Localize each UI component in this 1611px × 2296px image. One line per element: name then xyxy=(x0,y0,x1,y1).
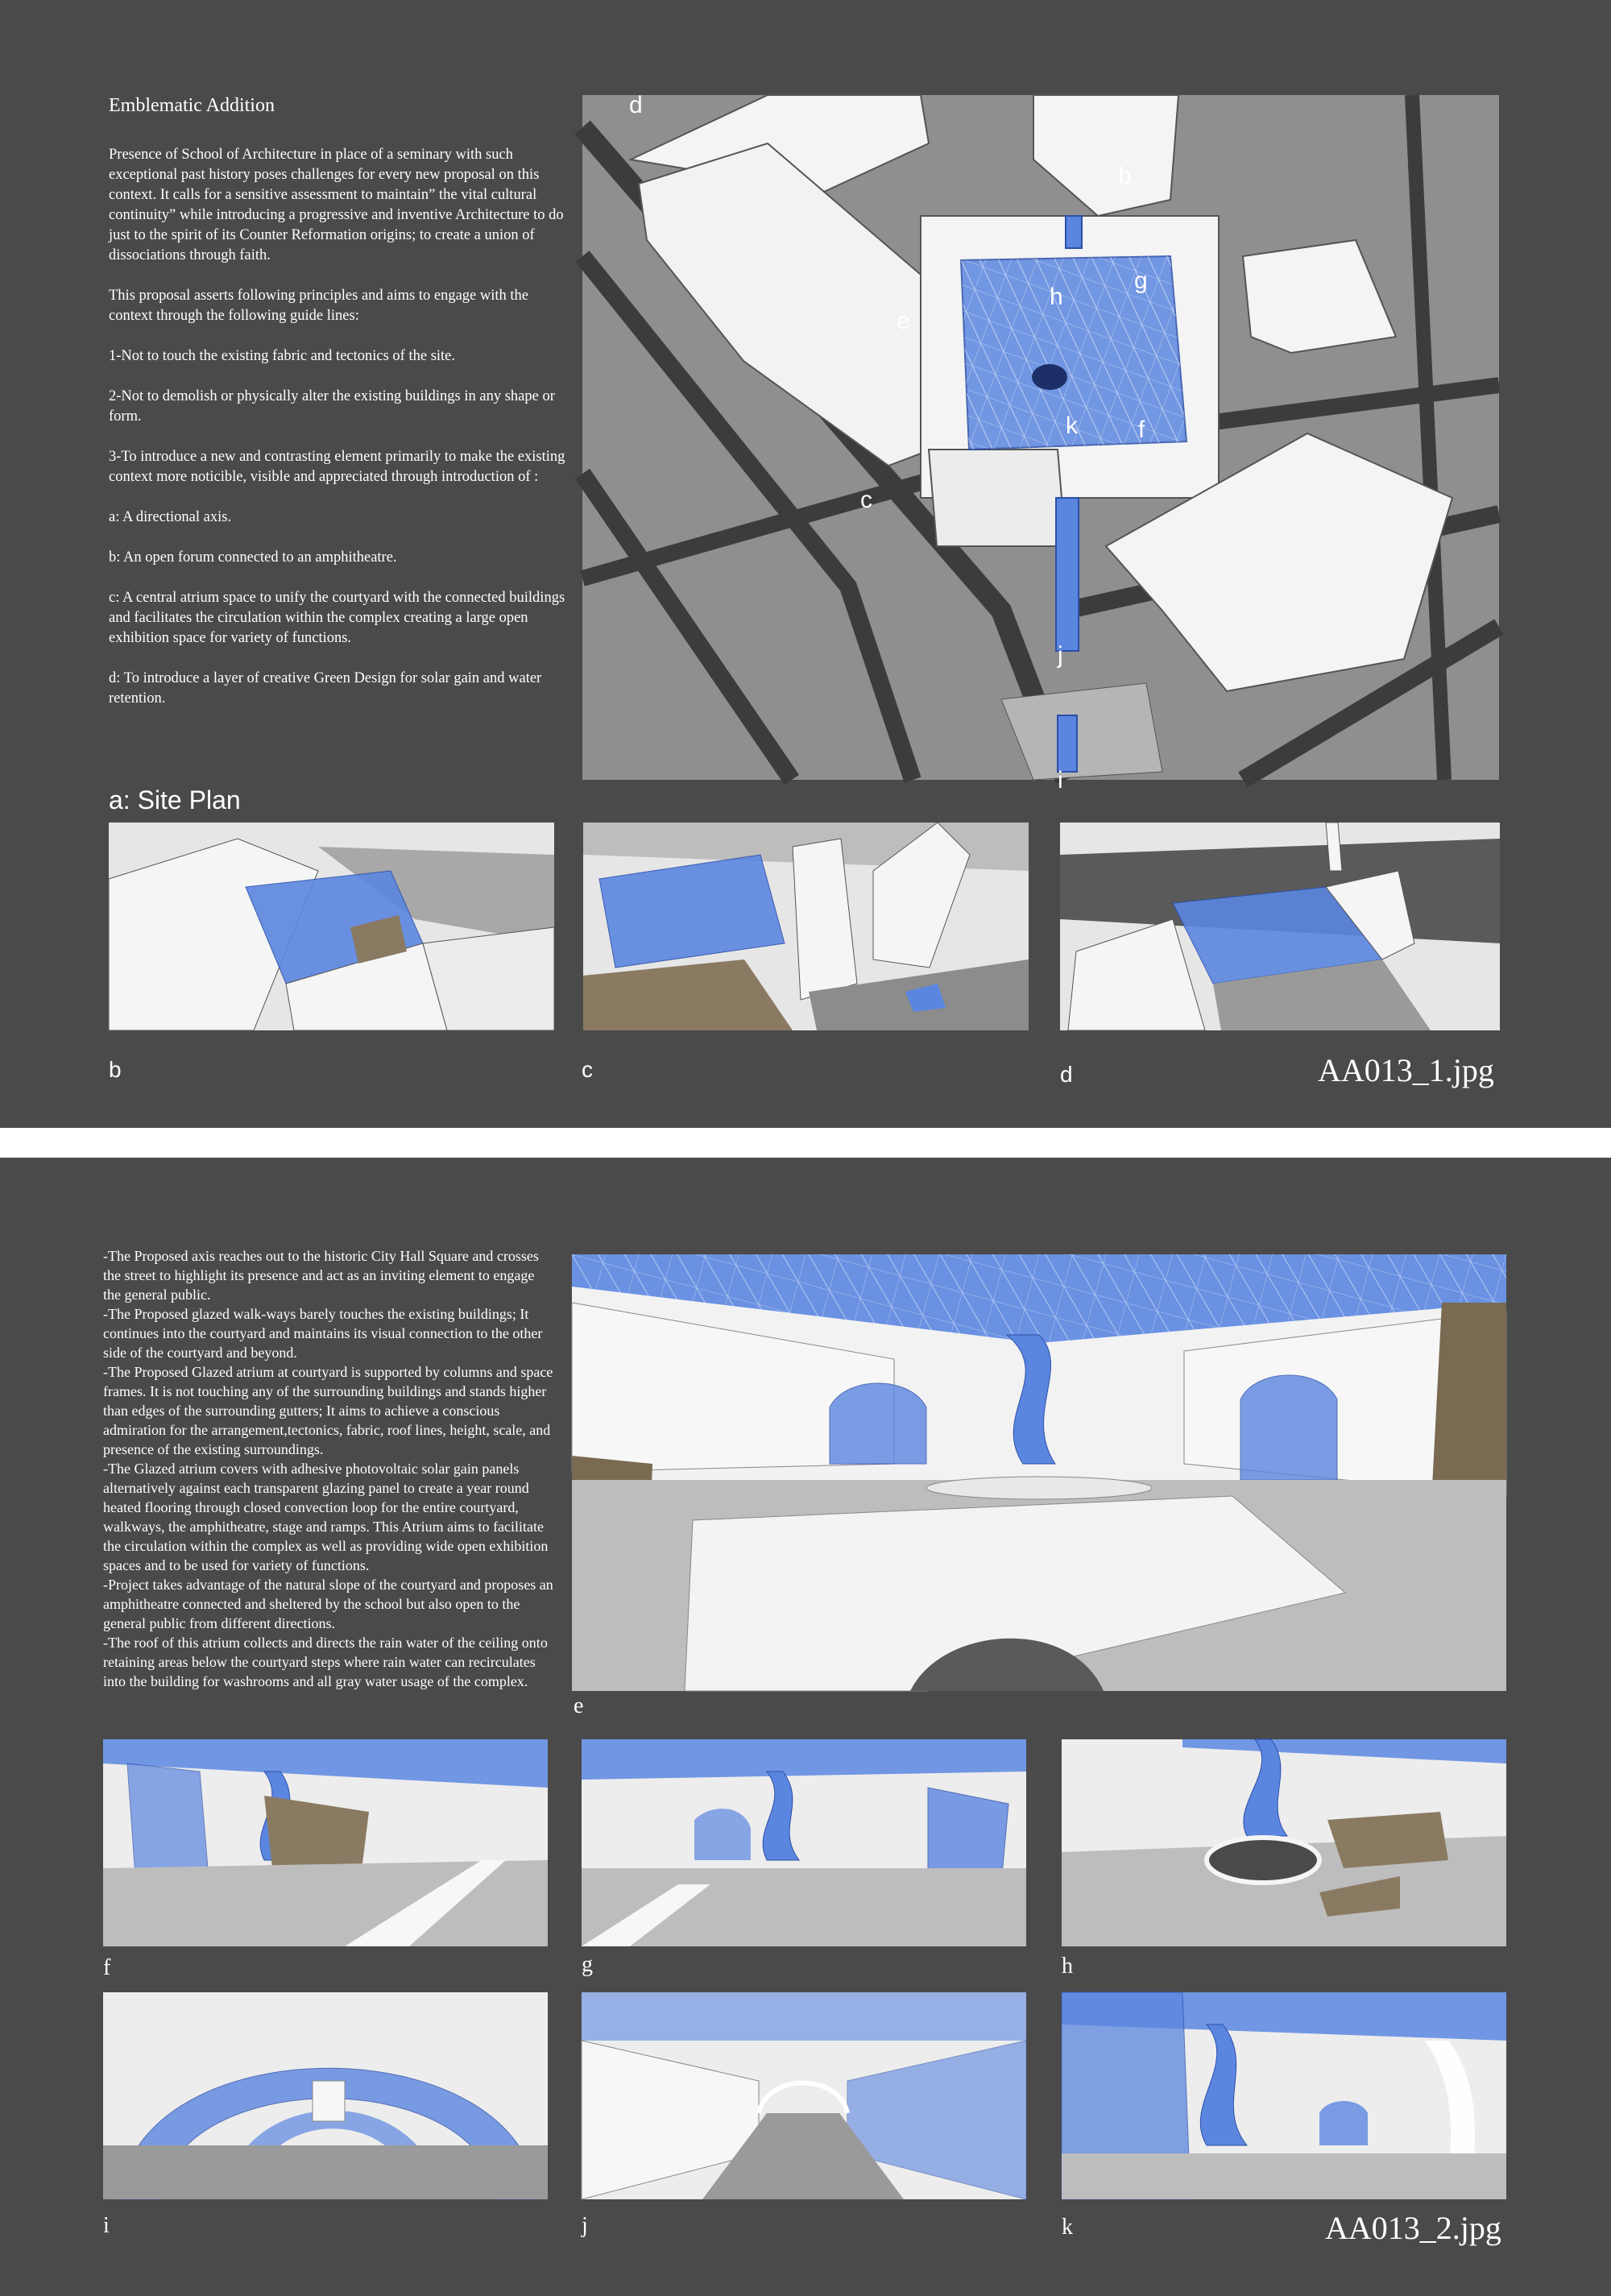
map-label-b: b xyxy=(1118,163,1132,189)
sheet1-paragraph: 2-Not to demolish or physically alter the existing buildings in any shape or form. xyxy=(109,388,555,425)
view-h-image xyxy=(1062,1739,1506,1946)
sheet2-paragraph: -Project takes advantage of the natural slope of the courtyard and proposes an amphitheatre connected and sheltered by the school but also open to the general public from different directions. xyxy=(103,1577,553,1631)
view-j-image xyxy=(582,1992,1026,2199)
map-label-e: e xyxy=(897,308,910,334)
sheet1-paragraph: Presence of School of Architecture in place of a seminary with such exceptional past history poses challenges for every new proposal on this context. It calls for a sensitive assessment to maintain” the vital cultural continuity” while introducing a progressive and inventive Architecture to do just to the spirit of its Counter Reformation origins; to create a union of dissociations through faith. xyxy=(109,147,564,263)
view-b-image xyxy=(109,823,554,1030)
view-g-image xyxy=(582,1739,1026,1946)
map-label-j: j xyxy=(1058,642,1063,669)
sheet2-paragraph: -The Proposed axis reaches out to the historic City Hall Square and crosses the street to highlight its presence and act as an inviting element to engage the general public. xyxy=(103,1248,539,1303)
view-e-caption: e xyxy=(574,1693,584,1718)
map-label-i: i xyxy=(1058,767,1063,794)
view-c-caption: c xyxy=(582,1057,593,1082)
sheet2-text-block xyxy=(103,1246,554,1691)
sheet1-paragraph: c: A central atrium space to unify the courtyard with the connected buildings and facilitates the circulation within the complex creating a large open exhibition space for variety of functions. xyxy=(109,590,565,646)
view-h-caption: h xyxy=(1062,1954,1073,1979)
sheet1-paragraph: This proposal asserts following principles and aims to engage with the context through the following guide lines: xyxy=(109,288,528,324)
view-c-image xyxy=(583,823,1029,1030)
view-i-image xyxy=(103,1992,548,2199)
site-plan-image xyxy=(582,92,1499,794)
sheet2-paragraph: -The Proposed glazed walk-ways barely touches the existing buildings; It continues into the courtyard and maintains its visual connection to the other side of the courtyard and beyond. xyxy=(103,1306,543,1361)
view-f-caption: f xyxy=(103,1955,111,1980)
site-plan-caption: a: Site Plan xyxy=(109,785,241,814)
sheet1-text-block xyxy=(109,145,572,729)
view-d-caption: d xyxy=(1060,1062,1073,1087)
sheet1-paragraph: a: A directional axis. xyxy=(109,509,232,525)
view-j-caption: j xyxy=(582,2213,588,2238)
map-label-k: k xyxy=(1066,412,1078,439)
sheet1-file-id: AA013_1.jpg xyxy=(1318,1052,1494,1088)
view-f-image xyxy=(103,1739,548,1946)
map-label-h: h xyxy=(1050,284,1063,310)
sheet1-paragraph: 1-Not to touch the existing fabric and tectonics of the site. xyxy=(109,348,456,364)
sheet-2 xyxy=(0,1158,1611,2296)
view-e-image xyxy=(572,1254,1506,1691)
map-label-f: f xyxy=(1138,417,1145,443)
sheet2-file-id: AA013_2.jpg xyxy=(1325,2210,1501,2246)
sheet2-paragraph: -The roof of this atrium collects and directs the rain water of the ceiling onto retaining areas below the courtyard steps where rain water can recirculates into the building for washrooms and all gray water usage of the complex. xyxy=(103,1635,548,1689)
view-d-image xyxy=(1060,823,1500,1030)
sheet1-paragraph: 3-To introduce a new and contrasting element primarily to make the existing context more noticible, visible and appreciated through introduction of : xyxy=(109,449,565,485)
sheet1-heading: Emblematic Addition xyxy=(109,95,275,116)
map-label-g: g xyxy=(1134,267,1148,294)
sheet1-paragraph: d: To introduce a layer of creative Green Design for solar gain and water retention. xyxy=(109,670,542,707)
map-label-c: c xyxy=(860,487,872,513)
sheet2-paragraph: -The Glazed atrium covers with adhesive photovoltaic solar gain panels alternatively against each transparent glazing panel to create a year round heated flooring through closed convection loop for the entire courtyard, walkways, the amphitheatre, stage and ramps. This Atrium aims to facilitate the circulation within the complex as well as providing wide open exhibition spaces and to be used for variety of functions. xyxy=(103,1461,549,1573)
view-i-caption: i xyxy=(103,2213,110,2238)
view-b-caption: b xyxy=(109,1057,122,1082)
map-label-d: d xyxy=(629,92,643,118)
sheet2-paragraph: -The Proposed Glazed atrium at courtyard is supported by columns and space frames. It is not touching any of the surrounding buildings and stands higher than edges of the surrounding gutters; It aims to achieve a conscious admiration for the arrangement,tectonics, fabric, roof lines, height, scale, and presence of the existing surroundings. xyxy=(103,1364,553,1457)
view-k-caption: k xyxy=(1062,2215,1073,2240)
sheet1-paragraph: b: An open forum connected to an amphitheatre. xyxy=(109,549,397,566)
view-g-caption: g xyxy=(582,1952,593,1977)
view-k-image xyxy=(1062,1992,1506,2199)
sheet-1 xyxy=(0,0,1611,1128)
